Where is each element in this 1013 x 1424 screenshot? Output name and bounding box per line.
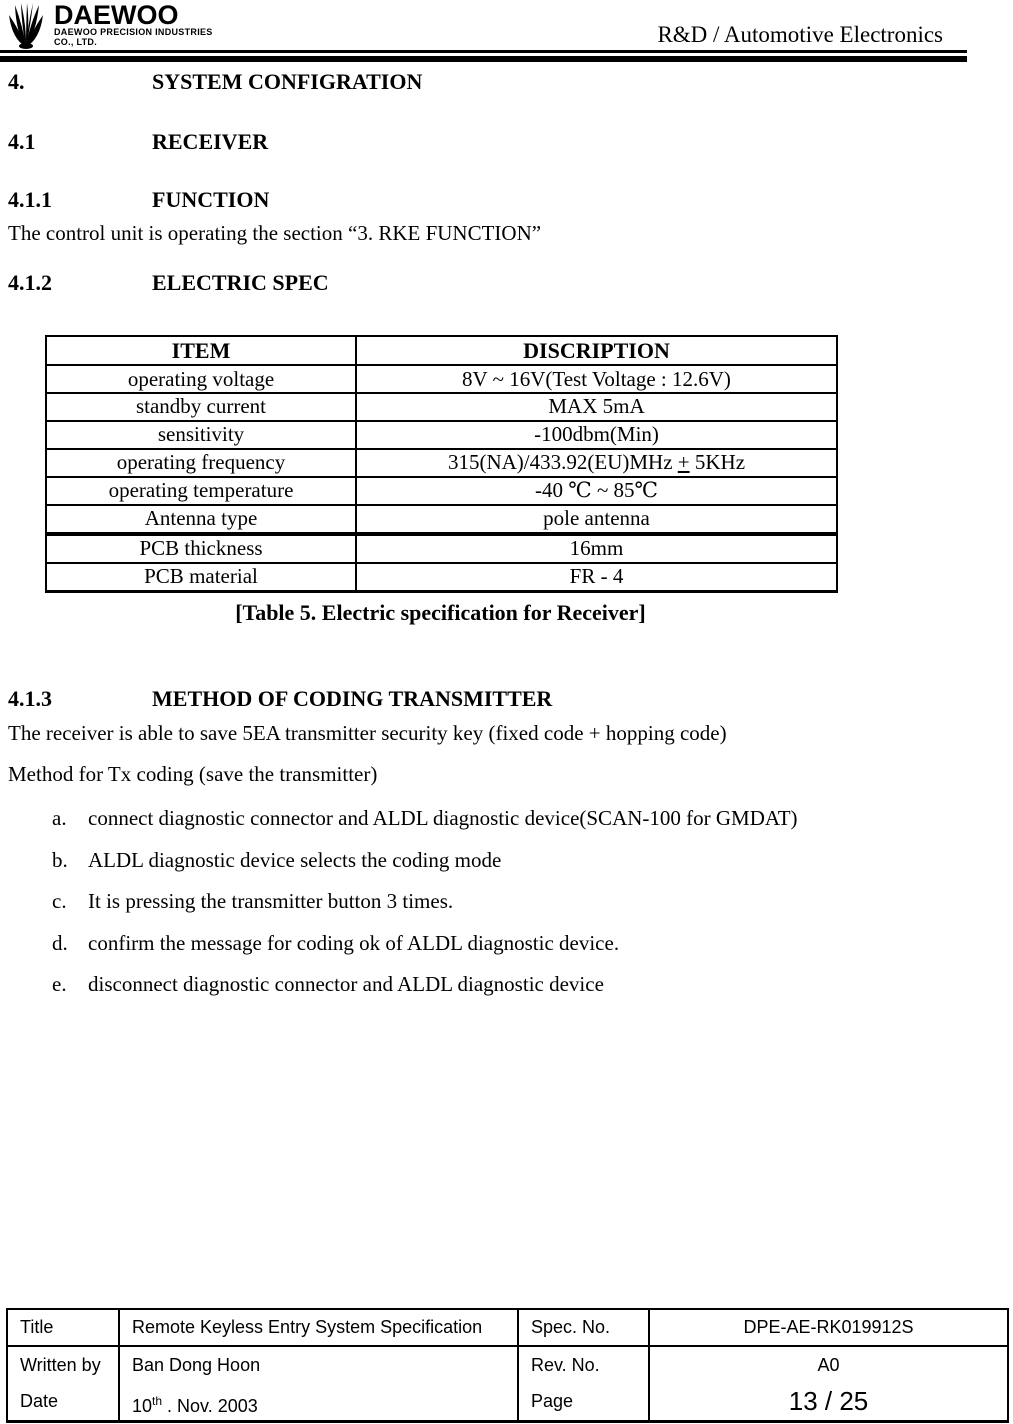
- footer-date-label: Date: [20, 1391, 59, 1412]
- footer-info-table: [6, 1308, 1009, 1423]
- cell-item: operating voltage: [46, 365, 356, 393]
- frequency-plus-minus: +: [677, 450, 690, 475]
- footer-revno-value: A0: [817, 1355, 840, 1376]
- electric-spec-table: [45, 335, 838, 593]
- cell-item: operating temperature: [46, 477, 356, 505]
- cell-value: [356, 449, 837, 477]
- footer-writtenby-value: Ban Dong Hoon: [132, 1355, 261, 1376]
- list-text: confirm the message for coding ok of ALDL diagnostic device.: [88, 931, 620, 955]
- date-ordinal-suffix: th: [152, 1394, 163, 1409]
- table-row: [46, 534, 837, 563]
- cell-value: -40 ℃ ~ 85℃: [356, 477, 837, 505]
- footer-title-row: [7, 1309, 1008, 1346]
- header-department: R&D / Automotive Electronics: [657, 22, 943, 47]
- heading-4-1-3: [8, 687, 552, 711]
- heading-4-1-number: 4.1: [8, 129, 36, 154]
- cell-value: MAX 5mA: [356, 393, 837, 421]
- footer-revno-page-values: [649, 1346, 1008, 1421]
- cell-item: PCB material: [46, 563, 356, 592]
- cell-value: 8V ~ 16V(Test Voltage : 12.6V): [356, 365, 837, 393]
- heading-4-1-title: RECEIVER: [152, 129, 269, 154]
- cell-item: PCB thickness: [46, 534, 356, 563]
- table-row: [46, 421, 837, 449]
- heading-4-1: [8, 130, 268, 154]
- paragraph-coding-intro1: The receiver is able to save 5EA transmitter security key (fixed code + hopping code): [8, 721, 727, 745]
- footer-writtenby-label: Written by: [20, 1355, 101, 1376]
- header-rule-thin: [0, 50, 967, 53]
- table-row: [46, 449, 837, 477]
- list-marker: b.: [52, 848, 68, 872]
- table-caption: [Table 5. Electric specification for Receiver]: [235, 600, 646, 625]
- list-text: disconnect diagnostic connector and ALDL diagnostic device: [88, 972, 604, 996]
- paragraph-coding-intro2: Method for Tx coding (save the transmitter): [8, 762, 378, 786]
- list-marker: d.: [52, 931, 68, 955]
- paragraph-function-body: The control unit is operating the section “3. RKE FUNCTION”: [8, 221, 542, 245]
- footer-page-value: 13 / 25: [788, 1386, 869, 1417]
- heading-4-1-1: [8, 188, 269, 212]
- date-day: 10: [132, 1396, 153, 1417]
- heading-4-1-1-title: FUNCTION: [152, 187, 270, 212]
- column-header-discription: DISCRIPTION: [356, 336, 837, 365]
- cell-value: 16mm: [356, 534, 837, 563]
- table-row: [46, 393, 837, 421]
- cell-item: Antenna type: [46, 505, 356, 534]
- list-item: [52, 931, 619, 955]
- footer-writtenby-date-labels: [7, 1346, 119, 1421]
- footer-specno-value: DPE-AE-RK019912S: [649, 1309, 1008, 1346]
- list-text: connect diagnostic connector and ALDL diagnostic device(SCAN-100 for GMDAT): [88, 806, 798, 830]
- footer-writtenby-date-values: [119, 1346, 518, 1421]
- list-marker: c.: [52, 889, 67, 913]
- cell-value: -100dbm(Min): [356, 421, 837, 449]
- table-row: [46, 365, 837, 393]
- cell-item: sensitivity: [46, 421, 356, 449]
- footer-detail-row: [7, 1346, 1008, 1421]
- header-rule-thick: [0, 56, 967, 62]
- heading-4-1-3-number: 4.1.3: [8, 686, 52, 711]
- cell-value: pole antenna: [356, 505, 837, 534]
- table-row: [46, 563, 837, 592]
- table-row: [46, 505, 837, 534]
- cell-value: FR - 4: [356, 563, 837, 592]
- footer-title-label: Title: [7, 1309, 119, 1346]
- heading-4-1-2-number: 4.1.2: [8, 270, 52, 295]
- column-header-item: ITEM: [46, 336, 356, 365]
- list-item: [52, 889, 453, 913]
- list-item: [52, 972, 604, 996]
- list-marker: a.: [52, 806, 67, 830]
- footer-revno-page-labels: [518, 1346, 649, 1421]
- footer-revno-label: Rev. No.: [531, 1355, 600, 1376]
- heading-4-number: 4.: [8, 69, 25, 94]
- table-row: [46, 477, 837, 505]
- footer-page-label: Page: [531, 1391, 574, 1412]
- heading-4-1-2-title: ELECTRIC SPEC: [152, 270, 329, 295]
- logo-brand: DAEWOO: [54, 0, 179, 30]
- heading-4: [8, 70, 422, 94]
- list-item: [52, 848, 501, 872]
- heading-4-1-2: [8, 271, 329, 295]
- heading-4-title: SYSTEM CONFIGRATION: [152, 69, 423, 94]
- footer-specno-label: Spec. No.: [518, 1309, 649, 1346]
- footer-date-value: [132, 1383, 517, 1419]
- cell-item: standby current: [46, 393, 356, 421]
- heading-4-1-1-number: 4.1.1: [8, 187, 52, 212]
- list-text: It is pressing the transmitter button 3 times.: [88, 889, 454, 913]
- cell-item: operating frequency: [46, 449, 356, 477]
- list-marker: e.: [52, 972, 67, 996]
- table-header-row: [46, 336, 837, 365]
- list-item: [52, 806, 798, 830]
- frequency-value-pre: 315(NA)/433.92(EU)MHz: [447, 450, 678, 475]
- heading-4-1-3-title: METHOD OF CODING TRANSMITTER: [152, 686, 553, 711]
- footer-title-value: Remote Keyless Entry System Specification: [119, 1309, 518, 1346]
- logo-line1: DAEWOO PRECISION INDUSTRIES: [54, 27, 213, 37]
- logo-line2: CO., LTD.: [54, 37, 98, 47]
- list-text: ALDL diagnostic device selects the coding mode: [88, 848, 502, 872]
- frequency-value-post: 5KHz: [689, 450, 746, 475]
- date-rest: . Nov. 2003: [162, 1396, 258, 1417]
